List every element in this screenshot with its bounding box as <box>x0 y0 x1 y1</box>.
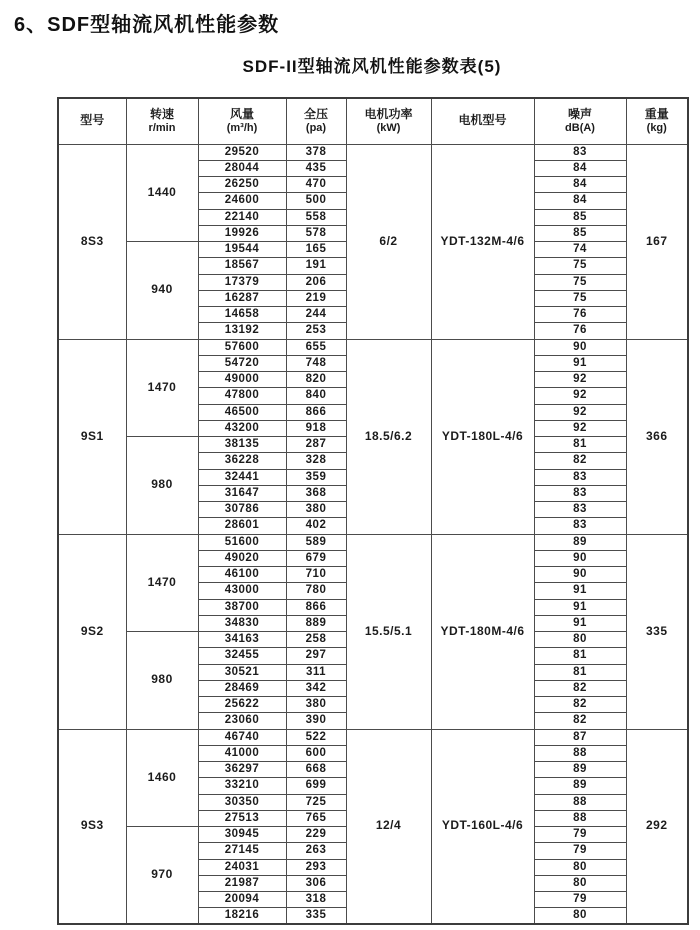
cell-noise: 82 <box>534 713 626 729</box>
cell-pressure: 866 <box>286 404 346 420</box>
cell-pressure: 297 <box>286 648 346 664</box>
cell-airflow: 31647 <box>198 485 286 501</box>
cell-pressure: 679 <box>286 550 346 566</box>
cell-motor-model: YDT-132M-4/6 <box>431 144 534 339</box>
cell-airflow: 18216 <box>198 908 286 924</box>
col-header-speed <box>126 98 198 144</box>
col-header-speed-unit: r/min <box>148 121 176 134</box>
cell-noise: 92 <box>534 388 626 404</box>
cell-pressure: 699 <box>286 778 346 794</box>
cell-airflow: 43000 <box>198 583 286 599</box>
header-row <box>58 98 688 144</box>
cell-airflow: 49000 <box>198 372 286 388</box>
cell-speed: 1470 <box>126 339 198 437</box>
cell-speed: 980 <box>126 632 198 730</box>
col-header-airflow-label: 风量 <box>229 107 254 122</box>
cell-noise: 91 <box>534 599 626 615</box>
cell-pressure: 889 <box>286 615 346 631</box>
col-header-noise <box>534 98 626 144</box>
cell-noise: 92 <box>534 404 626 420</box>
cell-motor-power: 6/2 <box>346 144 431 339</box>
cell-airflow: 32455 <box>198 648 286 664</box>
cell-motor-model: YDT-180L-4/6 <box>431 339 534 534</box>
cell-airflow: 36228 <box>198 453 286 469</box>
cell-airflow: 26250 <box>198 177 286 193</box>
col-header-model-label: 型号 <box>80 113 105 128</box>
cell-airflow: 13192 <box>198 323 286 339</box>
cell-noise: 80 <box>534 632 626 648</box>
cell-airflow: 43200 <box>198 420 286 436</box>
cell-airflow: 22140 <box>198 209 286 225</box>
cell-airflow: 38135 <box>198 437 286 453</box>
cell-pressure: 820 <box>286 372 346 388</box>
cell-noise: 83 <box>534 502 626 518</box>
cell-speed: 1440 <box>126 144 198 242</box>
cell-noise: 75 <box>534 274 626 290</box>
col-header-airflow <box>198 98 286 144</box>
cell-airflow: 23060 <box>198 713 286 729</box>
cell-pressure: 918 <box>286 420 346 436</box>
cell-pressure: 470 <box>286 177 346 193</box>
col-header-noise-label: 噪声 <box>567 107 592 122</box>
cell-pressure: 435 <box>286 160 346 176</box>
cell-noise: 83 <box>534 469 626 485</box>
cell-pressure: 866 <box>286 599 346 615</box>
cell-noise: 79 <box>534 892 626 908</box>
cell-pressure: 191 <box>286 258 346 274</box>
cell-airflow: 51600 <box>198 534 286 550</box>
cell-noise: 81 <box>534 648 626 664</box>
col-header-pressure <box>286 98 346 144</box>
col-header-motor-power <box>346 98 431 144</box>
cell-model: 9S1 <box>58 339 126 534</box>
table-body <box>58 144 688 924</box>
cell-pressure: 206 <box>286 274 346 290</box>
cell-airflow: 46500 <box>198 404 286 420</box>
cell-noise: 81 <box>534 664 626 680</box>
cell-airflow: 27145 <box>198 843 286 859</box>
table-row <box>58 534 688 550</box>
cell-airflow: 32441 <box>198 469 286 485</box>
cell-noise: 82 <box>534 697 626 713</box>
cell-airflow: 49020 <box>198 550 286 566</box>
cell-airflow: 21987 <box>198 875 286 891</box>
cell-pressure: 306 <box>286 875 346 891</box>
col-header-weight-unit: (kg) <box>646 121 667 134</box>
cell-noise: 85 <box>534 209 626 225</box>
cell-airflow: 25622 <box>198 697 286 713</box>
cell-pressure: 780 <box>286 583 346 599</box>
cell-noise: 90 <box>534 339 626 355</box>
cell-pressure: 342 <box>286 680 346 696</box>
cell-motor-model: YDT-180M-4/6 <box>431 534 534 729</box>
cell-weight: 292 <box>626 729 688 924</box>
cell-airflow: 19926 <box>198 225 286 241</box>
cell-pressure: 710 <box>286 567 346 583</box>
cell-noise: 84 <box>534 160 626 176</box>
cell-pressure: 263 <box>286 843 346 859</box>
cell-noise: 83 <box>534 144 626 160</box>
col-header-speed-label: 转速 <box>149 107 174 122</box>
cell-weight: 366 <box>626 339 688 534</box>
cell-pressure: 258 <box>286 632 346 648</box>
cell-motor-power: 12/4 <box>346 729 431 924</box>
col-header-motor-model-label: 电机型号 <box>458 113 507 128</box>
table-row <box>58 729 688 745</box>
cell-airflow: 19544 <box>198 242 286 258</box>
cell-noise: 92 <box>534 420 626 436</box>
cell-pressure: 725 <box>286 794 346 810</box>
cell-noise: 90 <box>534 550 626 566</box>
cell-model: 8S3 <box>58 144 126 339</box>
cell-pressure: 335 <box>286 908 346 924</box>
cell-noise: 79 <box>534 843 626 859</box>
cell-speed: 970 <box>126 827 198 925</box>
cell-airflow: 28601 <box>198 518 286 534</box>
col-header-weight <box>626 98 688 144</box>
cell-noise: 75 <box>534 290 626 306</box>
cell-airflow: 18567 <box>198 258 286 274</box>
cell-airflow: 34163 <box>198 632 286 648</box>
col-header-pressure-label: 全压 <box>303 107 328 122</box>
cell-pressure: 378 <box>286 144 346 160</box>
cell-airflow: 46740 <box>198 729 286 745</box>
cell-airflow: 38700 <box>198 599 286 615</box>
cell-noise: 83 <box>534 485 626 501</box>
cell-weight: 167 <box>626 144 688 339</box>
col-header-airflow-unit: (m³/h) <box>226 121 258 134</box>
col-header-motor-model <box>431 98 534 144</box>
cell-noise: 80 <box>534 875 626 891</box>
cell-pressure: 578 <box>286 225 346 241</box>
cell-noise: 91 <box>534 355 626 371</box>
col-header-noise-unit: dB(A) <box>565 121 595 134</box>
cell-noise: 92 <box>534 372 626 388</box>
cell-airflow: 29520 <box>198 144 286 160</box>
cell-noise: 88 <box>534 794 626 810</box>
cell-airflow: 47800 <box>198 388 286 404</box>
cell-airflow: 34830 <box>198 615 286 631</box>
cell-airflow: 27513 <box>198 810 286 826</box>
cell-weight: 335 <box>626 534 688 729</box>
cell-noise: 89 <box>534 534 626 550</box>
cell-noise: 82 <box>534 453 626 469</box>
cell-pressure: 589 <box>286 534 346 550</box>
cell-model: 9S3 <box>58 729 126 924</box>
cell-noise: 82 <box>534 680 626 696</box>
cell-pressure: 655 <box>286 339 346 355</box>
cell-pressure: 219 <box>286 290 346 306</box>
cell-speed: 1460 <box>126 729 198 827</box>
cell-noise: 80 <box>534 859 626 875</box>
col-header-motor-power-unit: (kW) <box>376 121 401 134</box>
cell-noise: 83 <box>534 518 626 534</box>
performance-table <box>57 97 689 925</box>
cell-pressure: 380 <box>286 697 346 713</box>
cell-pressure: 668 <box>286 762 346 778</box>
cell-noise: 84 <box>534 177 626 193</box>
cell-pressure: 840 <box>286 388 346 404</box>
cell-noise: 79 <box>534 827 626 843</box>
cell-pressure: 244 <box>286 307 346 323</box>
cell-airflow: 46100 <box>198 567 286 583</box>
cell-speed: 940 <box>126 242 198 340</box>
cell-model: 9S2 <box>58 534 126 729</box>
cell-pressure: 600 <box>286 745 346 761</box>
cell-noise: 76 <box>534 323 626 339</box>
cell-airflow: 17379 <box>198 274 286 290</box>
cell-pressure: 229 <box>286 827 346 843</box>
cell-noise: 85 <box>534 225 626 241</box>
cell-noise: 91 <box>534 615 626 631</box>
table-title: SDF-II型轴流风机性能参数表(5) <box>242 57 502 76</box>
cell-pressure: 500 <box>286 193 346 209</box>
cell-pressure: 368 <box>286 485 346 501</box>
cell-pressure: 318 <box>286 892 346 908</box>
cell-pressure: 328 <box>286 453 346 469</box>
cell-airflow: 30350 <box>198 794 286 810</box>
cell-noise: 89 <box>534 762 626 778</box>
col-header-pressure-unit: (pa) <box>305 121 327 134</box>
cell-motor-power: 18.5/6.2 <box>346 339 431 534</box>
cell-pressure: 287 <box>286 437 346 453</box>
cell-airflow: 28044 <box>198 160 286 176</box>
cell-airflow: 41000 <box>198 745 286 761</box>
cell-speed: 1470 <box>126 534 198 632</box>
cell-airflow: 28469 <box>198 680 286 696</box>
cell-motor-model: YDT-160L-4/6 <box>431 729 534 924</box>
cell-airflow: 36297 <box>198 762 286 778</box>
cell-pressure: 748 <box>286 355 346 371</box>
cell-noise: 80 <box>534 908 626 924</box>
cell-pressure: 380 <box>286 502 346 518</box>
cell-noise: 74 <box>534 242 626 258</box>
col-header-weight-label: 重量 <box>644 107 669 122</box>
cell-pressure: 253 <box>286 323 346 339</box>
cell-pressure: 311 <box>286 664 346 680</box>
cell-airflow: 54720 <box>198 355 286 371</box>
cell-noise: 76 <box>534 307 626 323</box>
cell-airflow: 24031 <box>198 859 286 875</box>
cell-noise: 89 <box>534 778 626 794</box>
cell-pressure: 293 <box>286 859 346 875</box>
col-header-motor-power-label: 电机功率 <box>364 107 413 122</box>
cell-pressure: 359 <box>286 469 346 485</box>
cell-noise: 88 <box>534 745 626 761</box>
cell-airflow: 24600 <box>198 193 286 209</box>
cell-pressure: 558 <box>286 209 346 225</box>
cell-airflow: 30786 <box>198 502 286 518</box>
cell-pressure: 522 <box>286 729 346 745</box>
page-title: 6、SDF型轴流风机性能参数 <box>14 14 280 36</box>
cell-pressure: 165 <box>286 242 346 258</box>
cell-airflow: 30521 <box>198 664 286 680</box>
table-row <box>58 339 688 355</box>
cell-noise: 81 <box>534 437 626 453</box>
cell-noise: 84 <box>534 193 626 209</box>
table-header <box>58 98 688 144</box>
col-header-model <box>58 98 126 144</box>
cell-noise: 87 <box>534 729 626 745</box>
cell-airflow: 14658 <box>198 307 286 323</box>
cell-speed: 980 <box>126 437 198 535</box>
cell-airflow: 30945 <box>198 827 286 843</box>
table-row <box>58 144 688 160</box>
cell-noise: 88 <box>534 810 626 826</box>
cell-pressure: 390 <box>286 713 346 729</box>
cell-noise: 91 <box>534 583 626 599</box>
cell-noise: 75 <box>534 258 626 274</box>
cell-motor-power: 15.5/5.1 <box>346 534 431 729</box>
cell-pressure: 402 <box>286 518 346 534</box>
cell-airflow: 20094 <box>198 892 286 908</box>
cell-airflow: 33210 <box>198 778 286 794</box>
cell-airflow: 16287 <box>198 290 286 306</box>
cell-airflow: 57600 <box>198 339 286 355</box>
cell-pressure: 765 <box>286 810 346 826</box>
cell-noise: 90 <box>534 567 626 583</box>
